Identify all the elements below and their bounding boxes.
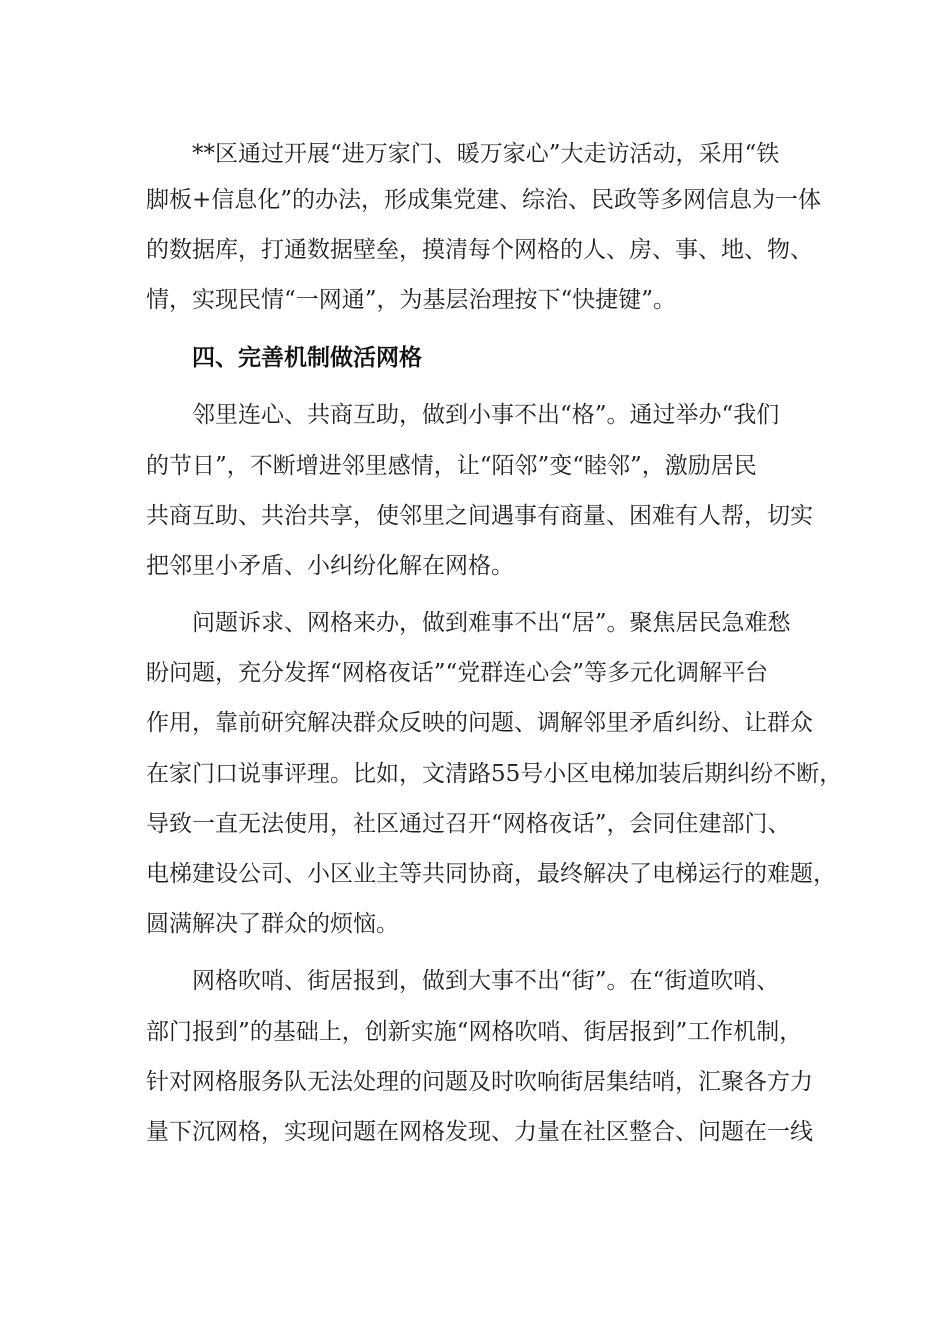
- text-line: 邻里连心、共商互助，做到小事不出“格”。通过举办“我们: [192, 402, 780, 428]
- text-line: 导致一直无法使用，社区通过召开“网格夜话”，会同住建部门、: [146, 811, 791, 837]
- text-line: 盼问题，充分发挥“网格夜话”“党群连心会”等多元化调解平台: [146, 660, 769, 686]
- text-line: 电梯建设公司、小区业主等共同协商，最终解决了电梯运行的难题，: [146, 861, 836, 887]
- text-line: 的节日”，不断增进邻里感情，让“陌邻”变“睦邻”，激励居民: [146, 453, 757, 479]
- text-line: 作用，靠前研究解决群众反映的问题、调解邻里矛盾纠纷、让群众: [146, 710, 813, 736]
- text-line: 在家门口说事评理。比如，文清路55号小区电梯加装后期纠纷不断，: [146, 761, 843, 787]
- text-line: 脚板+信息化”的办法，形成集党建、综治、民政等多网信息为一体: [146, 187, 822, 213]
- text-line: **区通过开展“进万家门、暖万家心”大走访活动，采用“铁: [192, 141, 780, 167]
- section-heading: 四、完善机制做活网格: [192, 345, 422, 371]
- text-line: 情，实现民情“一网通”，为基层治理按下“快捷键”。: [146, 287, 677, 313]
- text-line: 部门报到”的基础上，创新实施“网格吹哨、街居报到”工作机制，: [146, 1019, 803, 1045]
- text-line: 网格吹哨、街居报到，做到大事不出“街”。在“街道吹哨、: [192, 968, 780, 994]
- text-line: 量下沉网格，实现问题在网格发现、力量在社区整合、问题在一线: [146, 1119, 813, 1145]
- text-line: 圆满解决了群众的烦恼。: [146, 911, 399, 937]
- text-line: 针对网格服务队无法处理的问题及时吹响街居集结哨，汇聚各方力: [146, 1069, 813, 1095]
- text-line: 把邻里小矛盾、小纠纷化解在网格。: [146, 553, 514, 579]
- text-line: 问题诉求、网格来办，做到难事不出“居”。聚焦居民急难愁: [192, 610, 791, 636]
- text-line: 的数据库，打通数据壁垒，摸清每个网格的人、房、事、地、物、: [146, 237, 813, 263]
- text-line: 共商互助、共治共享，使邻里之间遇事有商量、困难有人帮，切实: [146, 503, 813, 529]
